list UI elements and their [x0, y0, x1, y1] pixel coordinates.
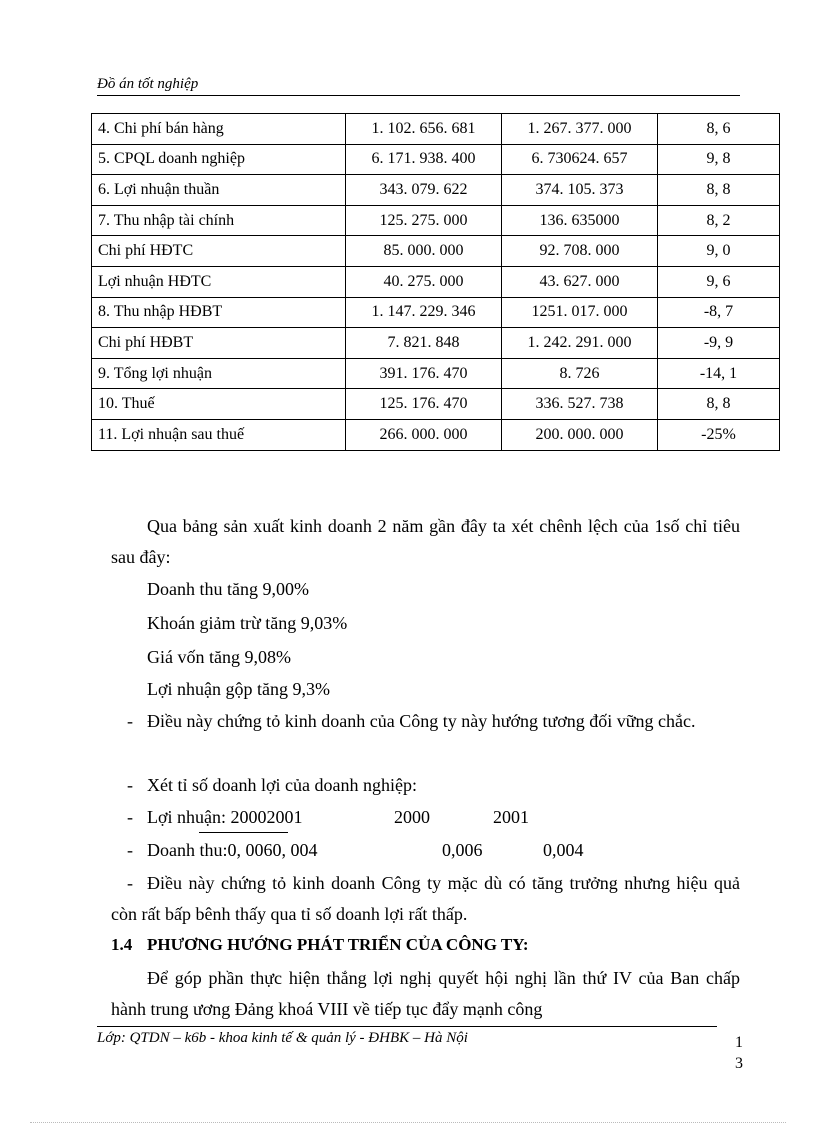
table-cell: 343. 079. 622: [346, 175, 502, 206]
intro-paragraph: Qua bảng sản xuất kinh doanh 2 năm gần đây ta xét chênh lệch của 1số chỉ tiêu sau đây:: [111, 516, 740, 567]
table-cell: 336. 527. 738: [502, 389, 658, 420]
table-row: [92, 419, 780, 450]
item-deductions: Khoán giảm trừ tăng 9,03%: [147, 613, 348, 633]
item-gross-profit: Lợi nhuận gộp tăng 9,3%: [147, 679, 330, 699]
table-cell: 8, 2: [658, 205, 780, 236]
table-cell: -25%: [658, 419, 780, 450]
item-cost: Giá vốn tăng 9,08%: [147, 647, 291, 667]
section-number: 1.4: [111, 935, 133, 954]
table-cell: 1. 242. 291. 000: [502, 328, 658, 359]
ratio-intro: Xét tỉ số doanh lợi của doanh nghiệp:: [147, 775, 417, 795]
table-cell: 6. 171. 938. 400: [346, 144, 502, 175]
table-row: [92, 205, 780, 236]
table-row: [92, 297, 780, 328]
table-cell: Chi phí HĐTC: [92, 236, 346, 267]
table-cell: 7. 821. 848: [346, 328, 502, 359]
table-cell: 8, 8: [658, 389, 780, 420]
table-cell: 8. Thu nhập HĐBT: [92, 297, 346, 328]
table-cell: 9, 8: [658, 144, 780, 175]
table-cell: 8, 8: [658, 175, 780, 206]
table-cell: 5. CPQL doanh nghiệp: [92, 144, 346, 175]
revenue-value-2: 0,004: [543, 840, 584, 860]
table-cell: 136. 635000: [502, 205, 658, 236]
revenue-label: Doanh thu:0, 0060, 004: [147, 840, 318, 860]
table-cell: 10. Thuế: [92, 389, 346, 420]
page-number: [733, 1032, 745, 1074]
conclusion-paragraph-2: Điều này chứng tỏ kinh doanh Công ty mặc dù có tăng trưởng nhưng hiệu quả còn rất bấp bênh thấy qua tỉ số doanh lợi rất thấp.: [111, 873, 740, 924]
table-cell: 7. Thu nhập tài chính: [92, 205, 346, 236]
table-cell: 9, 6: [658, 266, 780, 297]
conclusion-paragraph-1: Điều này chứng tỏ kinh doanh của Công ty này hướng tương đối vững chắc.: [147, 711, 696, 731]
footer-divider: [97, 1026, 717, 1027]
table-cell: -14, 1: [658, 358, 780, 389]
table-row: [92, 358, 780, 389]
table-cell: 9, 0: [658, 236, 780, 267]
table-cell: 40. 275. 000: [346, 266, 502, 297]
dash-marker: -: [127, 840, 133, 860]
table-cell: 391. 176. 470: [346, 358, 502, 389]
table-cell: 6. 730624. 657: [502, 144, 658, 175]
table-row: [92, 175, 780, 206]
page-number-line-1: 1: [735, 1034, 743, 1051]
table-cell: Chi phí HĐBT: [92, 328, 346, 359]
table-row: [92, 236, 780, 267]
table-cell: 1. 147. 229. 346: [346, 297, 502, 328]
page-number-line-2: 3: [735, 1055, 743, 1072]
page-footer: Lớp: QTDN – k6b - khoa kinh tế & quản lý - ĐHBK – Hà Nội: [97, 1030, 468, 1046]
table-cell: 6. Lợi nhuận thuần: [92, 175, 346, 206]
table-cell: 1. 267. 377. 000: [502, 114, 658, 145]
table-cell: Lợi nhuận HĐTC: [92, 266, 346, 297]
profit-value-1: 2000: [394, 807, 430, 827]
page-header: Đồ án tốt nghiệp: [97, 76, 740, 96]
table-row: [92, 114, 780, 145]
table-cell: 4. Chi phí bán hàng: [92, 114, 346, 145]
table-cell: 8. 726: [502, 358, 658, 389]
profit-value-2: 2001: [493, 807, 529, 827]
table-cell: 374. 105. 373: [502, 175, 658, 206]
table-cell: 200. 000. 000: [502, 419, 658, 450]
dash-marker: -: [127, 873, 133, 893]
dash-marker: -: [127, 711, 133, 731]
table-cell: 125. 176. 470: [346, 389, 502, 420]
table-cell: 92. 708. 000: [502, 236, 658, 267]
table-row: [92, 144, 780, 175]
table-cell: 11. Lợi nhuận sau thuế: [92, 419, 346, 450]
financial-table: [91, 113, 780, 451]
table-cell: -9, 9: [658, 328, 780, 359]
item-revenue: Doanh thu tăng 9,00%: [147, 579, 309, 599]
dash-marker: -: [127, 807, 133, 827]
table-cell: 125. 275. 000: [346, 205, 502, 236]
table-cell: 1. 102. 656. 681: [346, 114, 502, 145]
table-row: [92, 389, 780, 420]
table-row: [92, 328, 780, 359]
table-cell: -8, 7: [658, 297, 780, 328]
table-cell: 266. 000. 000: [346, 419, 502, 450]
dash-marker: -: [127, 775, 133, 795]
final-paragraph: Để góp phần thực hiện thắng lợi nghị quyết hội nghị lần thứ IV của Ban chấp hành trung ương Đảng khoá VIII về tiếp tục đẩy mạnh công: [111, 968, 740, 1019]
table-row: [92, 266, 780, 297]
table-cell: 9. Tổng lợi nhuận: [92, 358, 346, 389]
profit-label: Lợi nhuận: 20002001: [147, 807, 303, 827]
table-cell: 1251. 017. 000: [502, 297, 658, 328]
section-title: PHƯƠNG HƯỚNG PHÁT TRIỂN CỦA CÔNG TY:: [147, 935, 529, 954]
table-cell: 85. 000. 000: [346, 236, 502, 267]
fraction-line: [199, 832, 288, 833]
revenue-value-1: 0,006: [442, 840, 483, 860]
table-cell: 43. 627. 000: [502, 266, 658, 297]
section-heading: [111, 935, 529, 955]
table-cell: 8, 6: [658, 114, 780, 145]
